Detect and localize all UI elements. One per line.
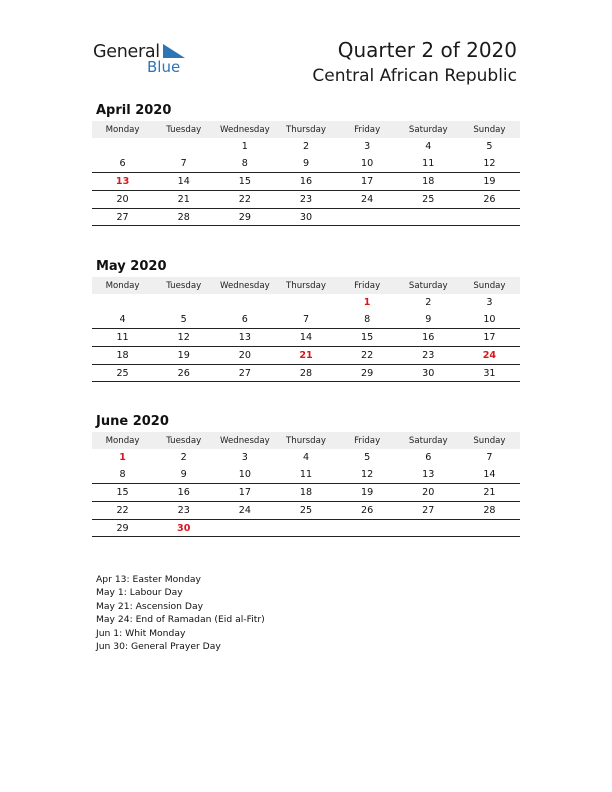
day-cell [337,519,398,537]
day-cell: 26 [459,190,520,208]
day-cell: 18 [92,346,153,364]
day-cell: 19 [337,483,398,501]
day-cell [214,294,275,311]
day-cell [153,294,214,311]
day-cell: 31 [459,364,520,382]
week-row [92,519,520,537]
day-cell: 23 [153,501,214,519]
week-row [92,449,520,466]
weekday-header: Tuesday [153,277,214,294]
page-subtitle: Central African Republic [312,66,517,86]
day-cell: 17 [459,328,520,346]
week-row [92,346,520,364]
day-cell: 26 [153,364,214,382]
day-cell: 30 [153,519,214,537]
day-cell: 29 [92,519,153,537]
day-cell: 3 [486,296,493,308]
week-row [92,138,520,155]
day-cell [398,519,459,537]
week-row [92,190,520,208]
day-cell: 9 [153,466,214,483]
week-row [92,172,520,190]
holiday-note: Jun 30: General Prayer Day [96,640,221,652]
day-cell: 4 [92,311,153,328]
day-cell [337,208,398,226]
day-cell: 19 [153,346,214,364]
day-cell: 27 [398,501,459,519]
day-cell: 24 [459,346,520,364]
week-row [92,208,520,226]
week-row [92,311,520,328]
day-cell: 9 [275,155,336,172]
holiday-note: May 1: Labour Day [96,587,183,599]
day-cell: 3 [364,140,371,152]
day-cell: 9 [398,311,459,328]
holiday-note: May 21: Ascension Day [96,600,204,612]
day-cell: 8 [337,311,398,328]
day-cell: 2 [180,451,187,463]
day-cell: 7 [153,155,214,172]
day-cell: 28 [459,501,520,519]
day-cell: 21 [275,346,336,364]
day-cell: 22 [92,501,153,519]
day-cell [398,208,459,226]
month-title: May 2020 [96,259,167,274]
day-cell: 6 [425,451,432,463]
day-cell: 20 [398,483,459,501]
day-cell: 25 [92,364,153,382]
day-cell: 27 [92,208,153,226]
day-cell: 21 [459,483,520,501]
day-cell: 23 [275,190,336,208]
month-may [92,259,520,382]
day-cell: 18 [398,172,459,190]
weekday-header: Monday [92,277,153,294]
week-row [92,483,520,501]
day-cell [459,208,520,226]
month-calendar-table [92,121,520,226]
day-cell: 15 [92,483,153,501]
weekday-header: Sunday [459,277,520,294]
weekday-header: Monday [92,121,153,138]
month-title: June 2020 [96,414,169,429]
holiday-notes [96,573,265,653]
day-cell: 16 [275,172,336,190]
day-cell [92,138,153,155]
day-cell: 4 [425,140,432,152]
day-cell: 7 [486,451,493,463]
day-cell: 20 [92,190,153,208]
day-cell: 14 [459,466,520,483]
day-cell: 11 [275,466,336,483]
day-cell: 24 [214,501,275,519]
day-cell: 14 [275,328,336,346]
weekday-header: Friday [337,432,398,449]
day-cell: 1 [119,451,126,463]
weekday-header: Wednesday [214,432,275,449]
day-cell: 24 [337,190,398,208]
day-cell: 15 [214,172,275,190]
month-calendar-table [92,432,520,537]
week-row [92,294,520,311]
day-cell: 20 [214,346,275,364]
day-cell: 23 [398,346,459,364]
day-cell: 7 [275,311,336,328]
day-cell: 12 [153,328,214,346]
day-cell: 22 [337,346,398,364]
day-cell: 5 [364,451,371,463]
day-cell: 26 [337,501,398,519]
week-row [92,501,520,519]
day-cell: 30 [398,364,459,382]
day-cell: 5 [486,140,493,152]
day-cell: 14 [153,172,214,190]
day-cell: 27 [214,364,275,382]
logo [93,40,193,80]
day-cell: 29 [337,364,398,382]
weekday-header: Tuesday [153,121,214,138]
day-cell [275,519,336,537]
day-cell: 15 [337,328,398,346]
day-cell [153,138,214,155]
month-calendar-table [92,277,520,382]
day-cell: 8 [92,466,153,483]
month-title: April 2020 [96,103,172,118]
day-cell: 29 [214,208,275,226]
day-cell: 12 [459,155,520,172]
day-cell: 16 [153,483,214,501]
day-cell: 8 [214,155,275,172]
day-cell [92,294,153,311]
day-cell [459,519,520,537]
day-cell: 19 [459,172,520,190]
day-cell: 13 [92,172,153,190]
holiday-note: May 24: End of Ramadan (Eid al-Fitr) [96,614,265,626]
day-cell: 10 [459,311,520,328]
weekday-header: Thursday [275,121,336,138]
weekday-header: Wednesday [214,277,275,294]
week-row [92,466,520,483]
holiday-note: Apr 13: Easter Monday [96,574,201,585]
week-row [92,328,520,346]
day-cell: 12 [337,466,398,483]
day-cell: 10 [214,466,275,483]
day-cell: 13 [398,466,459,483]
month-april [92,103,520,226]
week-row [92,364,520,382]
day-cell: 2 [425,296,432,308]
day-cell: 17 [214,483,275,501]
day-cell: 18 [275,483,336,501]
week-row [92,155,520,172]
day-cell: 4 [302,451,310,463]
weekday-header: Saturday [398,432,459,449]
weekday-header: Thursday [275,432,336,449]
day-cell: 3 [241,451,248,463]
weekday-header: Monday [92,432,153,449]
day-cell: 21 [153,190,214,208]
day-cell: 6 [214,311,275,328]
day-cell [275,294,336,311]
month-june [92,414,520,537]
logo-triangle-icon [163,44,185,58]
logo-text-blue: Blue [147,58,181,76]
day-cell: 25 [275,501,336,519]
day-cell: 5 [153,311,214,328]
day-cell: 11 [92,328,153,346]
weekday-header: Sunday [459,432,520,449]
day-cell: 25 [398,190,459,208]
day-cell: 30 [275,208,336,226]
day-cell: 13 [214,328,275,346]
day-cell: 17 [337,172,398,190]
day-cell: 2 [302,140,310,152]
day-cell: 10 [337,155,398,172]
day-cell: 6 [92,155,153,172]
day-cell: 28 [153,208,214,226]
weekday-header: Saturday [398,121,459,138]
day-cell: 22 [214,190,275,208]
day-cell [214,519,275,537]
weekday-header: Wednesday [214,121,275,138]
logo-text-general: General [93,42,160,62]
day-cell: 11 [398,155,459,172]
day-cell: 28 [275,364,336,382]
day-cell: 1 [363,296,371,308]
weekday-header: Sunday [459,121,520,138]
day-cell: 1 [241,140,248,152]
weekday-header: Friday [337,277,398,294]
page-title: Quarter 2 of 2020 [337,38,517,62]
holiday-note: Jun 1: Whit Monday [96,627,186,639]
weekday-header: Thursday [275,277,336,294]
weekday-header: Saturday [398,277,459,294]
day-cell: 16 [398,328,459,346]
weekday-header: Tuesday [153,432,214,449]
weekday-header: Friday [337,121,398,138]
